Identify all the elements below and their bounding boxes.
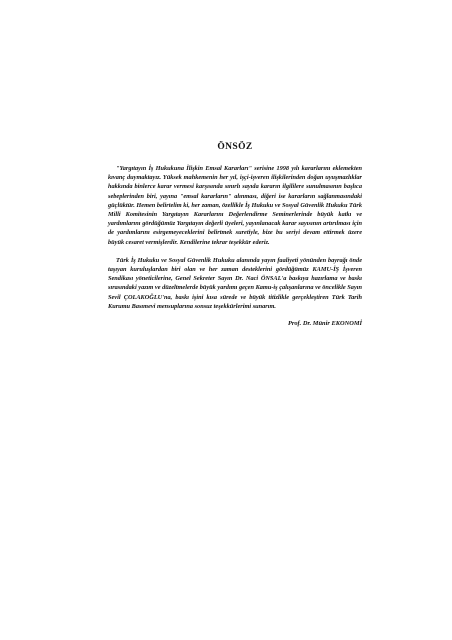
page-title: ÖNSÖZ xyxy=(217,142,253,152)
paragraph-1: "Yargıtayın İş Hukukuna İlişkin Emsal Kararları" serisine 1998 yılı kararlarını eklemekten kıvanç duymaktayız. Yüksek mahkemenin her yıl, işçi-işveren ilişkilerinden doğan uyuşmazlıklar hakkında binlerce karar vermesi karşısında sınırlı sayıda kararın ilgililere sunulmasının başlıca sebeplerinden biri, yayına "emsal kararların" alınması, diğeri ise kararların sağlanmasındaki güçlüktür. Hemen belirtelim ki, her zaman, özellikle İş Hukuku ve Sosyal Güvenlik Hukuku Türk Milli Komitesinin Yargıtayın Kararlarını Değerlendirme Seminerlerinde büyük katkı ve yardımlarını gördüğümüz Yargıtayın değerli üyeleri, yayınlanacak karar sayısının artırılması için de yardımlarını esirgemeyeceklerini belirtmek suretiyle, bize bu seriyi devam ettirmek üzere büyük cesaret vermişlerdir. Kendilerine tekrar teşekkür ederiz. xyxy=(108,165,362,246)
author-signature: Prof. Dr. Münir EKONOMİ xyxy=(287,320,362,328)
paragraph-2: Türk İş Hukuku ve Sosyal Güvenlik Hukuku alanında yayın faaliyeti yönünden bayrağı önde taşıyan kuruluşlardan biri olan ve her zaman desteklerini gördüğümüz KAMU-İŞ İşveren Sendikası yöneticilerine, Genel Sekreter Sayın Dr. Naci ÖNSAL'a baskıya hazırlama ve baskı sırasındaki yazım ve düzeltmelerde büyük yardımı geçen Kamu-iş çalışanlarına ve öncelikle Sayın Sevil ÇOLAKOĞLU'na, baskı işini kısa sürede ve büyük titizlikle gerçekleştiren Türk Tarih Kurumu Basımevi mensuplarına sonsuz teşekkürlerimi sunarım. xyxy=(108,256,362,310)
preface-section xyxy=(108,142,362,327)
